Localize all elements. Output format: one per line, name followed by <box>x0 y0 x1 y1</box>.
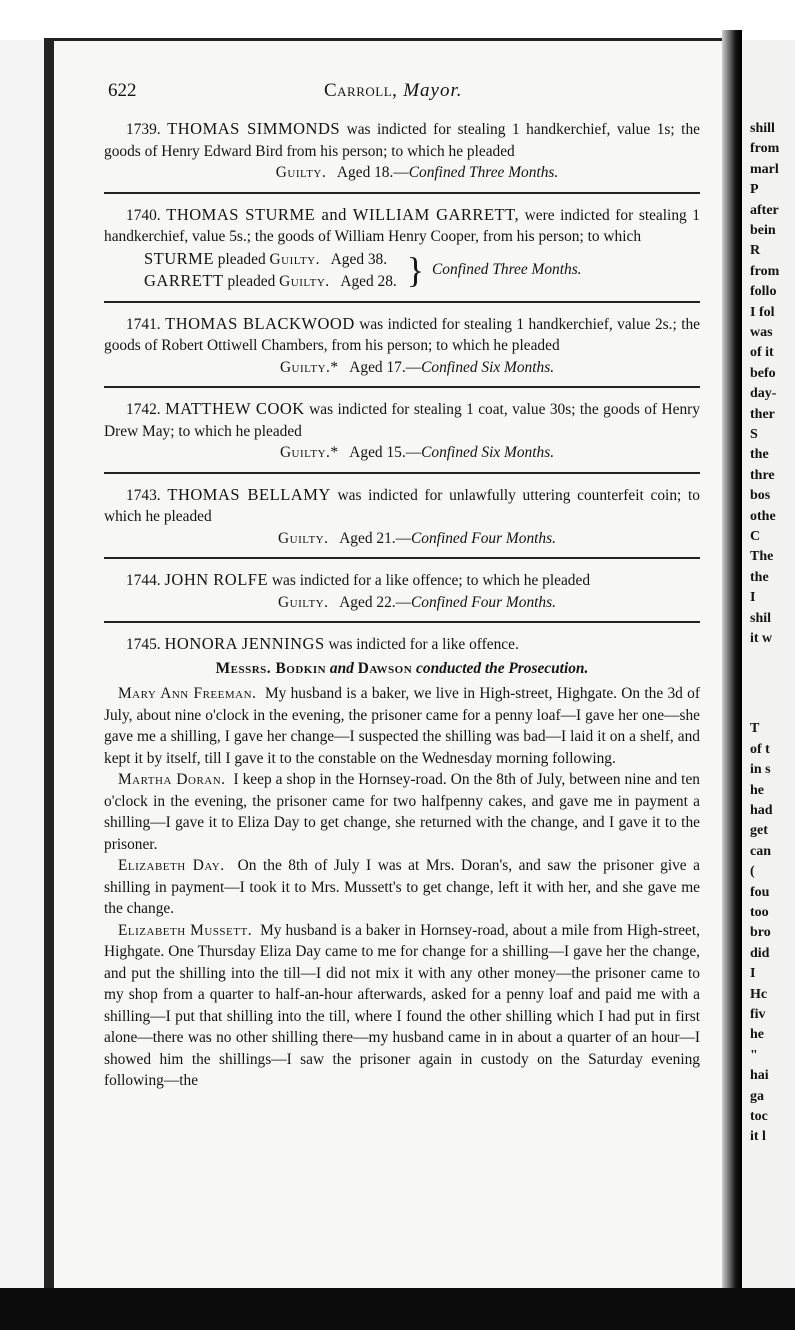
facing-page-fragment: toc <box>750 1109 768 1124</box>
case-entry <box>104 484 700 550</box>
facing-page-fragment: in s <box>750 762 771 778</box>
case-entry <box>104 204 700 293</box>
facing-page-fragment: the <box>750 569 769 585</box>
verdict: Guilty. <box>278 593 329 611</box>
facing-page-fragment: can <box>750 843 771 859</box>
facing-page-fragment: of t <box>750 741 770 757</box>
defendant-surname: STURME <box>144 248 214 268</box>
facing-page-fragment: after <box>750 202 779 218</box>
plea-line <box>144 270 397 293</box>
facing-page-fragment: had <box>750 803 773 818</box>
verdict: Guilty. <box>269 250 320 268</box>
verdict: Guilty. <box>275 164 327 181</box>
facing-page-fragment: from <box>750 141 780 157</box>
brace-icon: } <box>406 250 425 290</box>
defendant-name: THOMAS BLACKWOOD <box>165 313 355 333</box>
page-header <box>108 80 708 104</box>
charge-text: was indicted for unlawfully uttering counterfeit coin; to which he pleaded <box>104 486 700 525</box>
facing-page-fragment: shil <box>750 610 772 626</box>
facing-page <box>742 40 795 1290</box>
facing-page-fragment: S <box>750 427 758 442</box>
book-gutter <box>722 30 742 1290</box>
case-number: 1744. <box>126 572 161 589</box>
counsel-tail: conducted the Prosecution. <box>416 659 589 677</box>
defendant-name: THOMAS SIMMONDS <box>167 119 341 138</box>
scan-background-bottom <box>0 1288 795 1330</box>
verdict: Guilty.* <box>279 444 339 461</box>
plea-line <box>144 248 397 271</box>
verdict-line <box>104 528 700 550</box>
joint-pleas <box>104 248 700 293</box>
facing-page-fragment: too <box>750 905 769 920</box>
charge-text: was indicted for a like offence. <box>328 636 519 653</box>
facing-page-fragment: of it <box>750 345 774 361</box>
page-content <box>104 118 700 1092</box>
case-text <box>104 484 700 528</box>
witness-name: Martha Doran. <box>118 771 226 788</box>
facing-page-fragment: he <box>750 1027 764 1043</box>
charge-text: were indicted for stealing 1 handkerchief, value 5s.; the goods of William Henry Cooper, from his person; to which <box>104 206 700 245</box>
witness-name: Mary Ann Freeman. <box>118 685 257 702</box>
facing-page-fragment: ther <box>750 406 775 422</box>
charge-text: was indicted for a like offence; to which he pleaded <box>271 572 591 589</box>
facing-page-fragment: get <box>750 823 768 839</box>
facing-page-fragment: from <box>750 263 780 279</box>
charge-text: was indicted for stealing 1 handkerchief, value 2s.; the goods of Robert Ottiwell Chambers, from his person; to which he pleaded <box>104 315 701 354</box>
facing-page-fragment: befo <box>750 365 776 381</box>
defendant-name: THOMAS STURME and WILLIAM GARRETT, <box>166 204 520 224</box>
age: Aged 28. <box>340 273 397 290</box>
divider <box>104 192 700 194</box>
running-title-name: Carroll, <box>324 80 398 101</box>
prosecution-counsel <box>104 658 700 680</box>
facing-page-fragment: did <box>750 945 770 961</box>
case-text <box>104 398 700 442</box>
running-title-office: Mayor. <box>403 80 463 101</box>
sentence: Confined Three Months. <box>408 164 559 181</box>
trial-entry <box>104 633 700 1092</box>
divider <box>104 621 700 623</box>
facing-page-fragment: ( <box>750 864 755 880</box>
age: Aged 15.— <box>349 444 422 461</box>
verdict: Guilty.* <box>279 358 339 376</box>
divider <box>104 557 700 559</box>
sentence: Confined Three Months. <box>432 261 582 279</box>
case-number: 1740. <box>126 206 161 224</box>
verdict-line <box>104 592 700 614</box>
facing-page-fragment: othe <box>750 508 776 524</box>
facing-page-fragment: fou <box>750 884 770 900</box>
divider <box>104 472 700 474</box>
charge-text: was indicted for stealing 1 coat, value 30s; the goods of Henry Drew May; to which he pleaded <box>104 401 700 440</box>
witness-name: Elizabeth Day. <box>118 857 225 874</box>
defendant-name: MATTHEW COOK <box>165 399 305 418</box>
facing-page-fragment: was <box>750 325 773 340</box>
pleaded-word: pleaded <box>217 250 266 268</box>
verdict-line <box>104 442 700 464</box>
facing-page-fragment: T <box>750 721 760 737</box>
defendant-surname: GARRETT <box>144 271 224 290</box>
case-number: 1745. <box>126 636 161 653</box>
testimony-text: I keep a shop in the Hornsey-road. On the 8th of July, between nine and ten o'clock in the evening, the prisoner came for two halfpenny cakes, and gave me in payment a shilling—I gave it to Eliza Day to get change, she returned with the change, and I gave it to the prisoner. <box>104 771 700 853</box>
case-text <box>104 204 700 248</box>
case-text <box>104 313 700 357</box>
divider <box>104 386 700 388</box>
facing-page-fragment: marl <box>750 161 779 177</box>
facing-page-fragment: it w <box>750 631 773 646</box>
defendant-name: JOHN ROLFE <box>164 570 269 589</box>
sentence: Confined Six Months. <box>421 444 555 461</box>
age: Aged 21.— <box>339 529 412 547</box>
case-number: 1739. <box>126 121 161 138</box>
case-entry <box>104 313 700 379</box>
age: Aged 17.— <box>349 358 422 376</box>
facing-page-fragment: bos <box>750 488 771 504</box>
case-entry <box>104 398 700 464</box>
facing-page-fragment: bein <box>750 223 776 238</box>
sentence: Confined Four Months. <box>411 593 556 611</box>
sentence: Confined Six Months. <box>421 358 555 376</box>
testimony-text: My husband is a baker in Hornsey-road, about a mile from High-street, Highgate. One Thursday Eliza Day came to me for change for a shilling—I gave her the change, and put the shilling into the till—I did not mix it with any other money—the prisoner came to my shop from a quarter to half-an-hour afterwards, asked for a penny loaf and paid me with a shilling—I put that shilling into the till, where I found the other shilling which I had put in first alone—there was no other shilling there—my husband came in in about a quarter of an hour—I showed him the shillings—I saw the prisoner again in custody on the Saturday evening following—the <box>104 921 701 1089</box>
defendant-name: HONORA JENNINGS <box>164 634 325 653</box>
sentence: Confined Four Months. <box>411 529 556 547</box>
age: Aged 38. <box>330 250 388 268</box>
facing-page-fragment: The <box>750 549 774 565</box>
facing-page-fragment: R <box>750 243 761 259</box>
counsel-name: Dawson <box>357 659 413 677</box>
facing-page-fragment: ga <box>750 1088 764 1104</box>
case-text <box>104 569 700 592</box>
verdict: Guilty. <box>279 273 330 290</box>
verdict: Guilty. <box>278 529 329 547</box>
running-title <box>324 80 463 102</box>
facing-page-fragment: I <box>750 590 756 606</box>
counsel-name: Messrs. Bodkin <box>215 659 327 677</box>
facing-page-fragment: follo <box>750 284 777 300</box>
plea-lines <box>144 248 397 293</box>
facing-page-fragment: day- <box>750 386 777 402</box>
facing-page-fragment: P <box>750 182 759 198</box>
case-text <box>104 118 700 162</box>
case-number: 1741. <box>126 315 161 333</box>
charge-text: was indicted for stealing 1 handkerchief, value 1s; the goods of Henry Edward Bird from his person; to which he pleaded <box>104 121 700 160</box>
facing-page-fragment: fiv <box>750 1007 766 1022</box>
case-entry <box>104 569 700 613</box>
facing-page-fragment: bro <box>750 925 771 941</box>
case-text <box>104 633 700 656</box>
defendant-name: THOMAS BELLAMY <box>167 484 331 504</box>
pleaded-word: pleaded <box>227 273 276 290</box>
page-number: 622 <box>108 80 137 101</box>
testimony <box>104 920 700 1092</box>
facing-page-fragment: shill <box>750 121 775 136</box>
facing-page-fragment: he <box>750 782 764 798</box>
facing-page-fragment: the <box>750 447 769 463</box>
facing-page-fragment: Hc <box>750 986 768 1002</box>
facing-page-fragment: thre <box>750 467 775 483</box>
facing-page-fragment: C <box>750 529 761 544</box>
witness-name: Elizabeth Mussett. <box>118 921 253 939</box>
age: Aged 18.— <box>336 164 409 181</box>
counsel-and: and <box>329 659 354 677</box>
testimony <box>104 683 700 769</box>
facing-page-fragment: hai <box>750 1068 769 1084</box>
testimony <box>104 769 700 855</box>
verdict-line <box>104 357 700 379</box>
facing-page-fragment: it l <box>750 1129 766 1145</box>
testimony-text: On the 8th of July I was at Mrs. Doran's, and saw the prisoner give a shilling in payment—I took it to Mrs. Mussett's to get change, left it with her, and she gave me the change. <box>104 857 701 917</box>
case-entry <box>104 118 700 184</box>
verdict-line <box>104 162 700 184</box>
facing-page-fragment: " <box>750 1047 758 1063</box>
testimony <box>104 855 700 920</box>
case-number: 1743. <box>126 486 161 504</box>
testimony-text: My husband is a baker, we live in High-street, Highgate. On the 3d of July, about nine o'clock in the evening, the prisoner came for a penny loaf—I gave her one—she gave me a shilling, I gave her change—I suspected the shilling was bad—I laid it on a shelf, and kept it by itself, till I gave it to the constable on the Wednesday morning following. <box>104 685 700 767</box>
facing-page-fragment: I fol <box>750 304 775 320</box>
facing-page-fragment: I <box>750 966 756 982</box>
divider <box>104 301 700 303</box>
case-number: 1742. <box>126 401 161 418</box>
age: Aged 22.— <box>339 593 412 611</box>
